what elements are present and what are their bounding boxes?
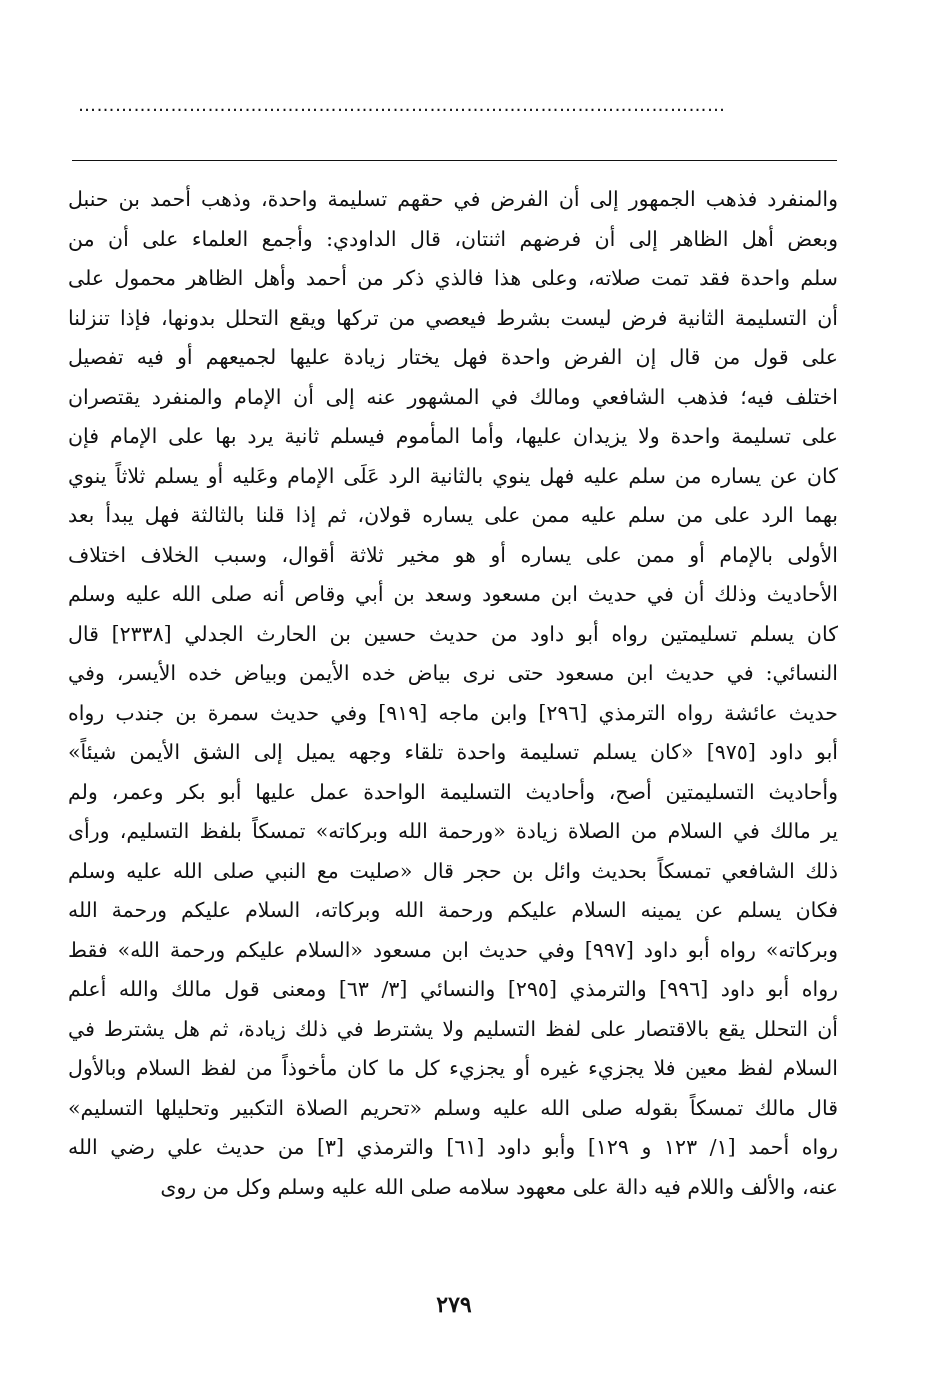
text-line: عنه، والألف واللام فيه دالة على معهود سلامه صلى الله عليه وسلم وكل من روى <box>160 1174 838 1199</box>
text-line: كان عن يساره من سلم عليه فهل ينوي بالثانية الرد عَلَى الإمام وعَليه أو يسلم ثلاثاً ينوي <box>68 463 838 488</box>
text-line: أن التسليمة الثانية فرض ليست بشرط فيعصي من تركها ويقع التحلل بدونها، فإذا تنزلنا <box>68 305 838 330</box>
text-line: السلام لفظ معين فلا يجزيء غيره أو يجزيء كل ما كان مأخوذاً من لفظ السلام وبالأول <box>68 1056 838 1080</box>
text-line: سلم واحدة فقد تمت صلاته، وعلى هذا فالذي ذكر من أحمد وأهل الظاهر محمول على <box>68 266 838 290</box>
text-line: بهما الرد على من سلم عليه ممن على يساره قولان، ثم إذا قلنا بالثالثة فهل يبدأ بعد <box>68 503 838 527</box>
text-line: كان يسلم تسليمتين رواه أبو داود من حديث حسين بن الحارث الجدلي [٢٣٣٨] قال <box>68 621 838 646</box>
page-number: ٢٧٩ <box>436 1292 472 1318</box>
text-line: قال مالك تمسكاً بقوله صلى الله عليه وسلم «تحريم الصلاة التكبير وتحليلها التسليم» <box>68 1095 838 1120</box>
text-line: وبعض أهل الظاهر إلى أن فرضهم اثنتان، قال الداودي: وأجمع العلماء على أن من <box>68 226 838 251</box>
text-line: اختلف فيه؛ فذهب الشافعي ومالك في المشهور عنه إلى أن الإمام والمنفرد يقتصران <box>68 384 838 409</box>
text-line: أن التحلل يقع بالاقتصار على لفظ التسليم ولا يشترط في ذلك زيادة، ثم هل يشترط في <box>68 1016 838 1041</box>
text-line: حديث عائشة رواه الترمذي [٢٩٦] وابن ماجه [٩١٩] وفي حديث سمرة بن جندب رواه <box>68 700 838 725</box>
text-line: النسائي: في حديث ابن مسعود حتى نرى بياض خده الأيمن وبياض خده الأيسر، وفي <box>68 661 838 685</box>
text-line: فكان يسلم عن يمينه السلام عليكم ورحمة الله وبركاته، السلام عليكم ورحمة الله <box>68 898 838 922</box>
dot-leader: …………………………………………………………………………………………… <box>78 96 726 116</box>
text-line: رواه أحمد [١/ ١٢٣ و ١٢٩] وأبو داود [٦١] والترمذي [٣] من حديث علي رضي الله <box>68 1135 838 1159</box>
text-line: وبركاته» رواه أبو داود [٩٩٧] وفي حديث ابن مسعود «السلام عليكم ورحمة الله» فقط <box>68 937 838 962</box>
text-line: والمنفرد فذهب الجمهور إلى أن الفرض في حقهم تسليمة واحدة، وذهب أحمد بن حنبل <box>68 187 838 211</box>
text-line: ذلك الشافعي تمسكاً بحديث وائل بن حجر قال «صليت مع النبي صلى الله عليه وسلم <box>68 858 838 883</box>
text-line: الأحاديث وذلك أن في حديث ابن مسعود وسعد بن أبي وقاص أنه صلى الله عليه وسلم <box>68 582 838 606</box>
text-line: أبو داود [٩٧٥] «كان يسلم تسليمة واحدة تلقاء وجهه يميل إلى الشق الأيمن شيئاً» <box>68 740 838 764</box>
text-line: الأولى بالإمام أو ممن على يساره أو هو مخير ثلاثة أقوال، وسبب الخلاف اختلاف <box>68 542 838 567</box>
text-line: رواه أبو داود [٩٩٦] والترمذي [٢٩٥] والنسائي [٣/ ٦٣] ومعنى قول مالك والله أعلم <box>68 977 838 1001</box>
footnote-separator-rule <box>72 160 837 161</box>
body-text <box>68 180 838 1207</box>
text-line: وأحاديث التسليمتين أصح، وأحاديث التسليمة الواحدة عمل عليها أبو بكر وعمر، ولم <box>68 779 838 804</box>
text-line: على قول من قال إن الفرض واحدة فهل يختار زيادة عليها لجميعهم أو فيه تفصيل <box>68 345 838 369</box>
text-line: ير مالك في السلام من الصلاة زيادة «ورحمة الله وبركاته» تمسكاً بلفظ التسليم، ورأى <box>68 819 838 843</box>
text-line: على تسليمة واحدة ولا يزيدان عليها، وأما المأموم فيسلم ثانية يرد بها على الإمام فإن <box>68 424 838 448</box>
